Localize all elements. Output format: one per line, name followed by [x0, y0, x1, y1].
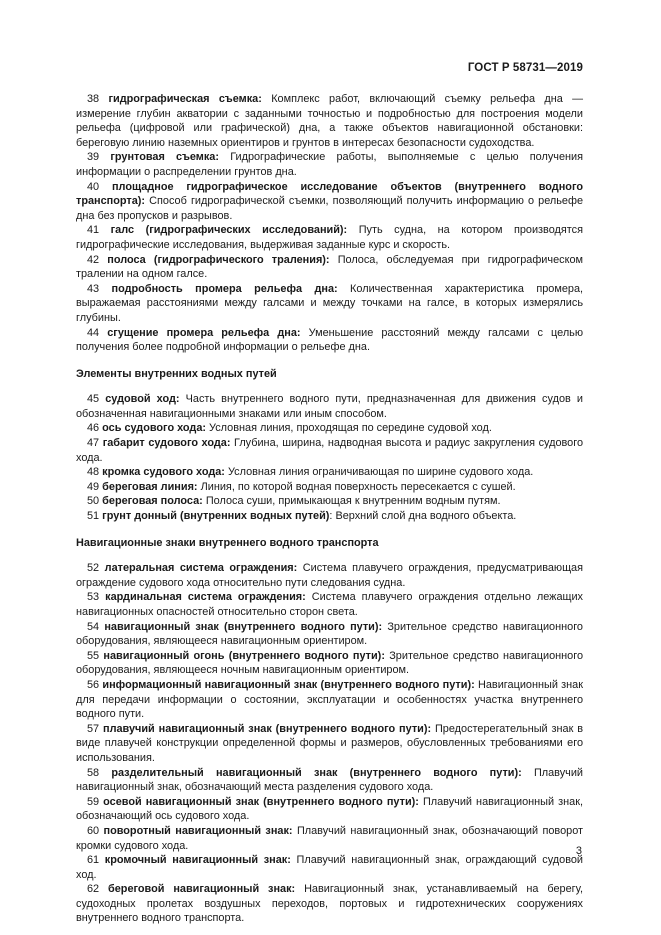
term-entry	[76, 282, 583, 326]
term-number: 55	[87, 649, 100, 662]
term-name: навигационный огонь (внутреннего водного пути):	[103, 649, 385, 662]
term-entry	[76, 150, 583, 179]
term-name: грунт донный (внутренних водных путей)	[102, 510, 330, 523]
term-name: площадное гидрографическое исследование объектов (внутреннего водного транспорта):	[76, 180, 583, 208]
term-entry	[76, 509, 583, 524]
term-name: подробность промера рельефа дна:	[111, 282, 338, 295]
term-name: поворотный навигационный знак:	[103, 824, 293, 837]
document-body	[76, 92, 583, 926]
term-entry	[76, 620, 583, 649]
term-name: плавучий навигационный знак (внутреннего водного пути):	[103, 722, 432, 735]
term-name: ось судового хода:	[102, 422, 207, 435]
term-name: латеральная система ограждения:	[104, 562, 298, 575]
term-name: береговая полоса:	[102, 495, 203, 508]
term-number: 61	[87, 854, 100, 867]
term-definition: Плавучий навигационный знак, ограждающий судовой ход.	[76, 854, 584, 881]
term-entry	[76, 795, 583, 824]
term-entry	[76, 436, 583, 465]
term-definition: Плавучий навигационный знак, обозначающий места разделения судового хода.	[76, 766, 584, 794]
term-definition: Часть внутреннего водного пути, предназначенная для движения судов и обозначенная навигационными знаками или иным способом.	[76, 393, 583, 420]
term-definition: Плавучий навигационный знак, обозначающий ось судового хода.	[76, 795, 583, 823]
term-definition: Полоса суши, примыкающая к внутренним водным путям.	[205, 495, 501, 508]
term-entry	[76, 494, 583, 509]
term-number: 56	[87, 678, 100, 691]
term-definition: Линия, по которой водная поверхность пересекается с сушей.	[200, 480, 516, 493]
term-name: габарит судового хода:	[102, 437, 231, 450]
term-number: 43	[87, 282, 100, 295]
term-definition: : Верхний слой дна водного объекта.	[329, 510, 517, 523]
term-name: кромочный навигационный знак:	[104, 854, 291, 867]
term-number: 57	[87, 722, 100, 735]
term-entry	[76, 824, 583, 853]
term-definition: Система плавучего ограждения, предусматривающая ограждение судового хода относительно пути следования судна.	[76, 562, 584, 589]
term-number: 59	[87, 795, 100, 808]
term-entry	[76, 326, 583, 355]
term-number: 42	[87, 253, 100, 266]
term-entry	[76, 722, 583, 766]
term-name: сгущение промера рельефа дна:	[107, 326, 301, 339]
term-number: 44	[87, 326, 100, 339]
section-heading: Элементы внутренних водных путей	[76, 367, 277, 380]
term-number: 54	[87, 620, 100, 633]
term-number: 51	[87, 510, 100, 523]
term-definition: Количественная характеристика промера, выражаемая расстояниями между галсами и между точками на галсе, в которых измерялись глубины.	[76, 282, 584, 324]
term-entry	[76, 561, 583, 590]
term-name: береговая линия:	[102, 480, 198, 493]
term-number: 58	[87, 766, 100, 779]
term-definition: Зрительное средство навигационного оборудования, являющееся ночным навигационным ориентиром.	[76, 649, 584, 677]
page-number: 3	[575, 845, 582, 857]
term-number: 49	[87, 480, 100, 493]
term-name: информационный навигационный знак (внутреннего водного пути):	[102, 678, 475, 691]
term-definition: Условная линия, проходящая по середине судовой ход.	[209, 422, 492, 435]
section-heading: Навигационные знаки внутреннего водного транспорта	[76, 536, 379, 549]
term-definition: Способ гидрографической съемки, позволяющий получить информацию о рельефе дна без пропусков и разрывов.	[76, 195, 583, 222]
term-name: галс (гидрографических исследований):	[110, 224, 348, 237]
term-entry	[76, 853, 583, 882]
term-definition: Предостерегательный знак в виде плавучей конструкции определенной формы и размеров, обусловленных требованиями его использования.	[76, 722, 584, 764]
term-definition: Система плавучего ограждения отдельно лежащих навигационных опасностей относительно сторон света.	[76, 591, 584, 618]
term-name: осевой навигационный знак (внутреннего водного пути):	[103, 795, 419, 808]
term-entry	[76, 678, 583, 722]
term-name: полоса (гидрографического траления):	[107, 253, 330, 266]
term-name: судовой ход:	[105, 393, 180, 406]
term-definition: Путь судна, на котором производятся гидрографические исследования, выдерживая заданные курс и скорость.	[76, 224, 583, 251]
term-definition: Навигационный знак, устанавливаемый на берегу, судоходных пролетах воздушных переходов, портовых и гидротехнических сооружениях внутреннего водного транспорта.	[76, 883, 583, 925]
term-number: 40	[87, 180, 100, 193]
term-name: грунтовая съемка:	[110, 151, 219, 164]
term-name: береговой навигационный знак:	[108, 883, 296, 896]
term-definition: Навигационный знак для передачи информации о состоянии, эксплуатации и особенностях участка внутреннего водного пути.	[76, 678, 583, 721]
term-number: 39	[87, 151, 100, 164]
term-name: навигационный знак (внутреннего водного пути):	[104, 620, 383, 633]
term-entry	[76, 590, 583, 619]
term-name: кардинальная система ограждения:	[105, 591, 306, 604]
term-entry	[76, 180, 583, 224]
term-entry	[76, 465, 583, 480]
term-definition: Зрительное средство навигационного оборудования, являющееся навигационным ориентиром.	[76, 620, 583, 648]
term-entry	[76, 92, 583, 150]
term-name: кромка судового хода:	[102, 466, 225, 479]
term-number: 53	[87, 591, 100, 604]
term-entry	[76, 392, 583, 421]
term-definition: Гидрографические работы, выполняемые с целью получения информации о распределении грунтов дна.	[76, 151, 584, 178]
term-number: 62	[87, 883, 100, 896]
term-definition: Уменьшение расстояний между галсами с целью получения более подробной информации о рельефе дна.	[76, 326, 584, 354]
term-number: 46	[87, 422, 100, 435]
term-definition: Плавучий навигационный знак, обозначающий поворот кромки судового хода.	[76, 824, 583, 852]
term-number: 45	[87, 393, 100, 406]
term-number: 60	[87, 824, 100, 837]
term-number: 47	[87, 437, 100, 450]
term-number: 41	[87, 224, 100, 237]
term-number: 38	[87, 93, 100, 105]
document-id-header: ГОСТ Р 58731—2019	[467, 62, 583, 74]
term-definition: Полоса, обследуемая при гидрографическом тралении на одном галсе.	[76, 253, 583, 281]
term-entry	[76, 421, 583, 436]
term-definition: Глубина, ширина, надводная высота и радиус закругления судового хода.	[76, 437, 584, 464]
term-entry	[76, 882, 583, 926]
term-entry	[76, 766, 583, 795]
term-definition: Условная линия ограничивающая по ширине судового хода.	[227, 466, 534, 479]
term-number: 48	[87, 466, 100, 479]
term-name: разделительный навигационный знак (внутреннего водного пути):	[111, 766, 522, 779]
term-number: 52	[87, 562, 100, 575]
term-definition: Комплекс работ, включающий съемку рельефа дна — измерение глубин акватории с заданными точностью и подробностью для построения модели рельефа (цифровой или графической) дна, а также объектов навигационной обстановки: береговую линию наземных ориентиров и грунтов в интересах безопасности судоходства.	[76, 93, 583, 149]
term-entry	[76, 223, 583, 252]
term-name: гидрографическая съемка:	[108, 93, 262, 105]
term-entry	[76, 253, 583, 282]
term-number: 50	[87, 495, 100, 508]
term-entry	[76, 649, 583, 678]
term-entry	[76, 480, 583, 495]
